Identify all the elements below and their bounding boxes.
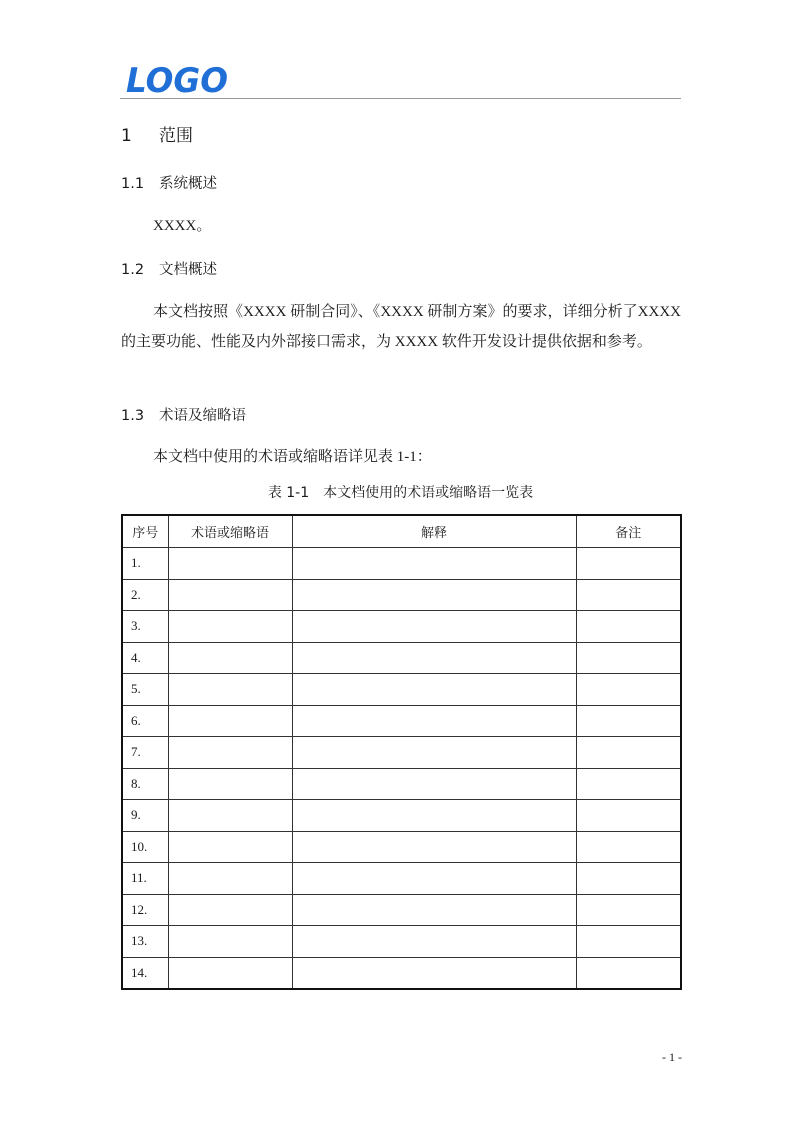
terms-table [121,514,682,990]
term-cell [168,957,292,989]
term-cell [168,831,292,863]
table-row [122,800,681,832]
explanation-cell [292,642,576,674]
term-cell [168,611,292,643]
term-cell [168,894,292,926]
row-index: 14. [122,957,168,989]
section-heading-1 [121,124,193,148]
explanation-cell [292,579,576,611]
term-cell [168,863,292,895]
header-index: 序号 [122,515,168,548]
explanation-cell [292,863,576,895]
header-remarks: 备注 [576,515,681,548]
remarks-cell [576,831,681,863]
section-title: 术语及缩略语 [159,408,246,424]
table-row [122,548,681,580]
remarks-cell [576,894,681,926]
section-title: 文档概述 [159,262,217,278]
row-index: 7. [122,737,168,769]
table-row [122,611,681,643]
remarks-cell [576,642,681,674]
remarks-cell [576,957,681,989]
paragraph-system-overview: XXXX。 [153,218,212,234]
explanation-cell [292,831,576,863]
header-divider [120,98,681,99]
remarks-cell [576,705,681,737]
header-explanation: 解释 [292,515,576,548]
explanation-cell [292,705,576,737]
row-index: 2. [122,579,168,611]
remarks-cell [576,548,681,580]
explanation-cell [292,611,576,643]
term-cell [168,705,292,737]
term-cell [168,768,292,800]
remarks-cell [576,800,681,832]
section-number: 1.3 [121,408,145,424]
logo [126,62,230,96]
table-row [122,737,681,769]
remarks-cell [576,926,681,958]
term-cell [168,674,292,706]
explanation-cell [292,894,576,926]
paragraph-terms-intro: 本文档中使用的术语或缩略语详见表 1-1： [153,449,432,465]
section-heading-1-2 [121,259,217,281]
table-row [122,674,681,706]
section-heading-1-1 [121,173,217,195]
term-cell [168,579,292,611]
explanation-cell [292,800,576,832]
row-index: 1. [122,548,168,580]
remarks-cell [576,674,681,706]
term-cell [168,800,292,832]
row-index: 12. [122,894,168,926]
table-caption: 表 1-1 本文档使用的术语或缩略语一览表 [267,485,534,501]
section-title: 系统概述 [159,176,217,192]
explanation-cell [292,768,576,800]
section-number: 1.2 [121,262,145,278]
explanation-cell [292,674,576,706]
row-index: 13. [122,926,168,958]
remarks-cell [576,737,681,769]
table-row [122,894,681,926]
row-index: 5. [122,674,168,706]
section-title: 范围 [159,126,193,146]
term-cell [168,642,292,674]
table-row [122,863,681,895]
remarks-cell [576,579,681,611]
section-number: 1 [121,126,132,146]
row-index: 8. [122,768,168,800]
row-index: 9. [122,800,168,832]
term-cell [168,548,292,580]
table-row [122,642,681,674]
row-index: 3. [122,611,168,643]
remarks-cell [576,863,681,895]
table-row [122,957,681,989]
explanation-cell [292,957,576,989]
explanation-cell [292,926,576,958]
row-index: 4. [122,642,168,674]
explanation-cell [292,737,576,769]
header-term: 术语或缩略语 [168,515,292,548]
remarks-cell [576,611,681,643]
logo-text: LOGO [126,62,228,96]
table-row [122,768,681,800]
term-cell [168,737,292,769]
row-index: 11. [122,863,168,895]
section-heading-1-3 [121,405,246,427]
table-header-row [122,515,681,548]
table-row [122,705,681,737]
page-number: - 1 - [662,1050,682,1064]
explanation-cell [292,548,576,580]
table-row [122,831,681,863]
section-number: 1.1 [121,176,145,192]
row-index: 6. [122,705,168,737]
table-row [122,926,681,958]
row-index: 10. [122,831,168,863]
term-cell [168,926,292,958]
paragraph-document-overview: 本文档按照《XXXX 研制合同》、《XXXX 研制方案》的要求，详细分析了XXXX 的主要功能、性能及内外部接口需求，为 XXXX 软件开发设计提供依据和参考。 [121,304,681,350]
table-row [122,579,681,611]
remarks-cell [576,768,681,800]
